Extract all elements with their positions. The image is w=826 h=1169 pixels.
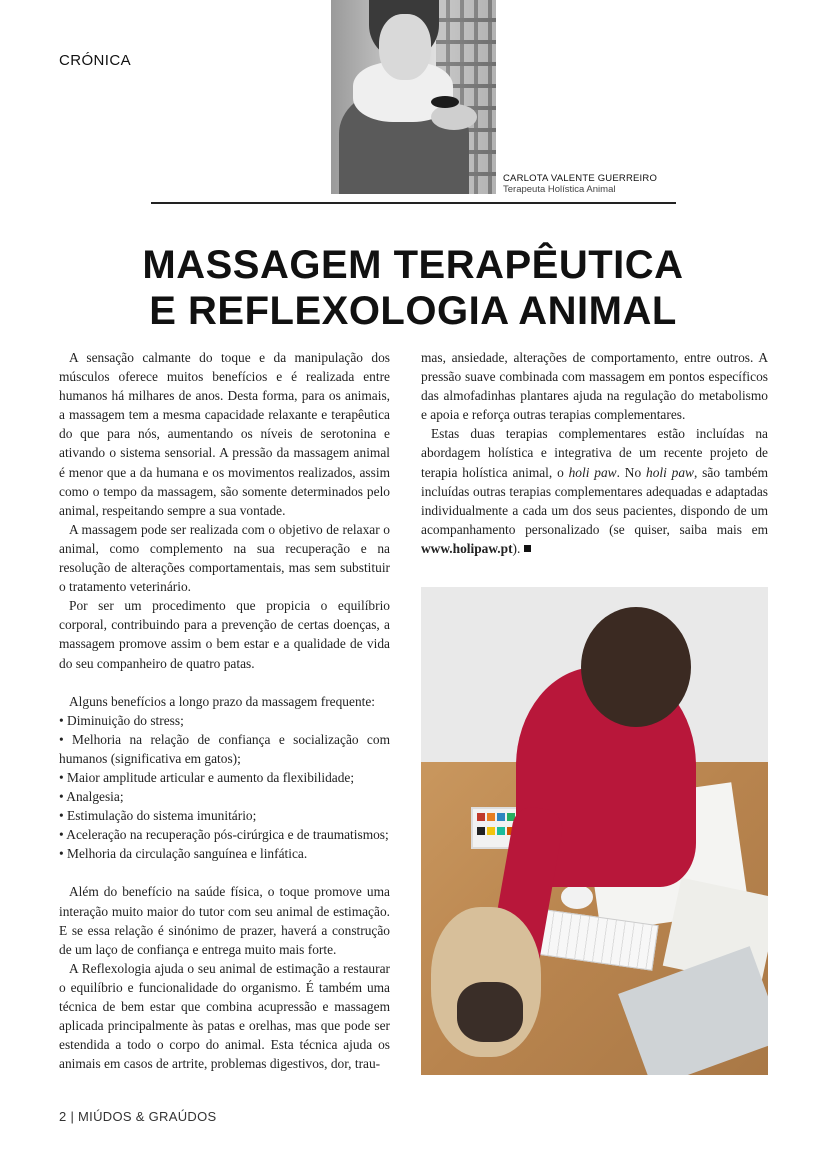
website-link[interactable]: www.holipaw.pt — [421, 540, 513, 556]
list-item: • Analgesia; — [59, 789, 124, 805]
paragraph: Estas duas terapias complementares estão incluídas na abordagem holística e integrativa de um recente projeto de terapia holística animal, o holi paw. No holi paw, são também incluídas outras terapias complementares adequadas e adaptadas individualmente a cada um dos seus pacientes, dispondo de um acompanhamento personalizado (se quiser, saiba mais em www.holipaw.pt). — [421, 426, 768, 556]
paragraph: A sensação calmante do toque e da manipulação dos músculos oferece muitos benefícios e é realizada entre humanos há milhares de anos. Desta forma, para os animais, a massagem tem a mesma capacidade relaxante e terapêutica do que para nós, aumentando os níveis de serotonina e ativando o sistema sensorial. A pressão da massagem animal é menor que a da humana e os movimentos realizados, assim como o tempo da massagem, são somente determinados pelo animal, respeitando sempre a sua vontade. — [59, 350, 390, 518]
title-line-1: MASSAGEM TERAPÊUTICA — [142, 243, 684, 287]
list-item: • Melhoria da circulação sanguínea e linfática. — [59, 846, 308, 862]
article-photo — [421, 587, 768, 1075]
list-item: • Aceleração na recuperação pós-cirúrgica e de traumatismos; — [59, 827, 389, 843]
end-mark-icon — [524, 545, 531, 552]
paragraph: Por ser um procedimento que propicia o equilíbrio corporal, contribuindo para a prevenção de certas doenças, a massagem promove assim o bem estar e a qualidade de vida do seu companheiro de quatro patas. — [59, 598, 390, 671]
list-item: • Maior amplitude articular e aumento da flexibilidade; — [59, 769, 355, 785]
list-item: • Diminuição do stress; — [59, 712, 184, 728]
section-label: CRÓNICA — [59, 52, 131, 69]
paragraph: A massagem pode ser realizada com o objetivo de relaxar o animal, como complemento na sua recuperação e na resolução de alterações comportamentais, mas sem substituir o tratamento veterinário. — [59, 521, 390, 595]
header-divider — [151, 202, 676, 204]
brand-name: holi paw — [568, 464, 617, 480]
list-item: • Melhoria na relação de confiança e socialização com humanos (significativa em gatos); — [59, 731, 390, 766]
brand-name: holi paw — [646, 464, 694, 480]
list-item: • Estimulação do sistema imunitário; — [59, 808, 257, 824]
author-photo — [331, 0, 496, 194]
paragraph: A Reflexologia ajuda o seu animal de estimação a restaurar o equilíbrio e funcionalidade do organismo. É também uma técnica de bem estar que combina acupressão e massagem aplicada principalmente às patas e orelhas, mas que pode ser estendida a todo o corpo do animal. Esta técnica ajuda os animais em casos de artrite, problemas digestivos, dor, trau- — [59, 960, 390, 1072]
right-column — [421, 348, 768, 558]
page-footer: 2 | MIÚDOS & GRAÚDOS — [59, 1109, 217, 1124]
paragraph: mas, ansiedade, alterações de comportamento, entre outros. A pressão suave combinada com massagem em pontos específicos das almofadinhas plantares ajuda na regulação do metabolismo e apoia e reforça outras terapias complementares. — [421, 350, 768, 423]
left-column — [59, 348, 390, 1073]
paragraph: Além do benefício na saúde física, o toque promove uma interação muito maior do tutor com seu animal de estimação. E se essa relação é sinónimo de prazer, haverá a construção de um laço de confiança e entrega muito mais forte. — [59, 884, 390, 957]
benefits-list — [59, 711, 390, 864]
author-name: CARLOTA VALENTE GUERREIRO — [503, 173, 658, 184]
title-line-2: E REFLEXOLOGIA ANIMAL — [149, 289, 677, 333]
author-role: Terapeuta Holística Animal — [503, 184, 616, 195]
benefits-intro: Alguns benefícios a longo prazo da massagem frequente: — [69, 693, 376, 709]
article-title — [60, 242, 766, 334]
